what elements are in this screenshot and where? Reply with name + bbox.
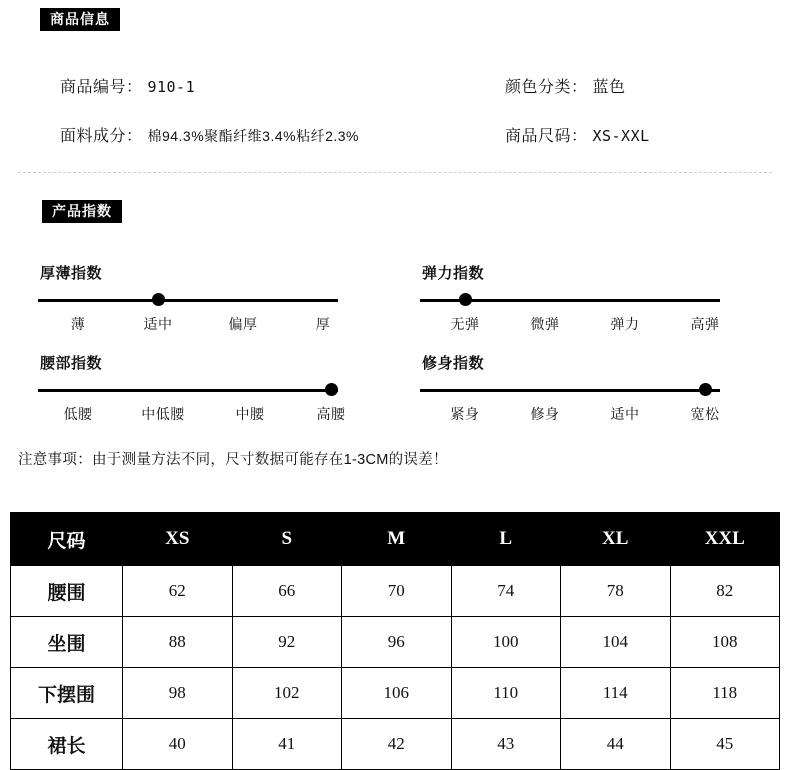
slider-thumb[interactable] — [459, 293, 472, 306]
table-cell: 106 — [342, 668, 452, 719]
table-header-cell: XXL — [670, 513, 780, 566]
index-elasticity-slider[interactable] — [420, 293, 740, 307]
section-header-product-info: 商品信息 — [40, 8, 120, 31]
index-waist-option-1[interactable]: 中低腰 — [141, 406, 185, 422]
index-fit-option-1[interactable]: 修身 — [530, 406, 560, 422]
index-fit-option-2[interactable]: 适中 — [610, 406, 640, 422]
table-header-cell: S — [232, 513, 342, 566]
table-row — [11, 668, 780, 719]
index-fit-slider[interactable] — [420, 383, 740, 397]
index-waist-option-2[interactable]: 中腰 — [235, 406, 265, 422]
table-header-cell: M — [342, 513, 452, 566]
table-cell: 62 — [123, 566, 233, 617]
slider-thumb[interactable] — [325, 383, 338, 396]
table-header-row — [11, 513, 780, 566]
table-header-cell: XS — [123, 513, 233, 566]
table-row-label: 坐围 — [11, 617, 123, 668]
product-size-label: 商品尺码： — [505, 128, 588, 145]
index-elasticity-option-3[interactable]: 高弹 — [690, 316, 720, 332]
index-elasticity-option-2[interactable]: 弹力 — [610, 316, 640, 332]
product-fabric-label: 面料成分： — [60, 128, 143, 145]
index-thickness-labels — [38, 314, 338, 336]
table-cell: 88 — [123, 617, 233, 668]
table-row-label: 裙长 — [11, 719, 123, 770]
index-fit — [420, 352, 740, 426]
index-thickness-option-0[interactable]: 薄 — [70, 316, 86, 332]
section-header-product-index: 产品指数 — [42, 200, 122, 223]
section-divider — [18, 172, 772, 173]
slider-track — [420, 389, 720, 392]
product-fabric-value: 棉94.3%聚酯纤维3.4%粘纤2.3% — [147, 128, 359, 144]
product-color-label: 颜色分类： — [505, 79, 588, 96]
table-row — [11, 566, 780, 617]
table-cell: 66 — [232, 566, 342, 617]
table-cell: 45 — [670, 719, 780, 770]
table-row-label: 腰围 — [11, 566, 123, 617]
index-thickness-title: 厚薄指数 — [40, 265, 103, 282]
index-fit-labels — [420, 404, 720, 426]
table-cell: 98 — [123, 668, 233, 719]
product-code-row — [60, 74, 195, 97]
product-size-row — [505, 123, 650, 146]
index-waist — [38, 352, 358, 426]
index-elasticity-labels — [420, 314, 720, 336]
table-cell: 104 — [561, 617, 671, 668]
index-fit-option-0[interactable]: 紧身 — [450, 406, 480, 422]
index-thickness-option-1[interactable]: 适中 — [143, 316, 173, 332]
table-cell: 92 — [232, 617, 342, 668]
table-cell: 102 — [232, 668, 342, 719]
index-fit-option-3[interactable]: 宽松 — [690, 406, 720, 422]
index-thickness-option-2[interactable]: 偏厚 — [228, 316, 258, 332]
measurement-note: 注意事项：由于测量方法不同，尺寸数据可能存在1-3CM的误差！ — [18, 452, 448, 468]
index-elasticity — [420, 262, 740, 336]
table-row — [11, 617, 780, 668]
table-cell: 74 — [451, 566, 561, 617]
table-row-label: 下摆围 — [11, 668, 123, 719]
table-cell: 40 — [123, 719, 233, 770]
table-cell: 118 — [670, 668, 780, 719]
slider-thumb[interactable] — [699, 383, 712, 396]
product-color-value: 蓝色 — [592, 79, 626, 96]
table-cell: 43 — [451, 719, 561, 770]
index-elasticity-option-0[interactable]: 无弹 — [450, 316, 480, 332]
index-fit-title: 修身指数 — [422, 355, 485, 372]
table-cell: 44 — [561, 719, 671, 770]
index-thickness-option-3[interactable]: 厚 — [315, 316, 331, 332]
index-waist-slider[interactable] — [38, 383, 358, 397]
table-row — [11, 719, 780, 770]
product-fabric-row — [60, 123, 359, 146]
index-elasticity-title: 弹力指数 — [422, 265, 485, 282]
product-code-label: 商品编号： — [60, 79, 143, 96]
table-cell: 108 — [670, 617, 780, 668]
table-cell: 42 — [342, 719, 452, 770]
index-thickness — [38, 262, 358, 336]
product-code-value: 910-1 — [147, 78, 196, 96]
slider-track — [38, 299, 338, 302]
slider-thumb[interactable] — [152, 293, 165, 306]
slider-track — [38, 389, 338, 392]
table-cell: 70 — [342, 566, 452, 617]
table-cell: 110 — [451, 668, 561, 719]
size-chart-table — [10, 512, 780, 770]
table-cell: 78 — [561, 566, 671, 617]
table-cell: 114 — [561, 668, 671, 719]
table-header-cell: XL — [561, 513, 671, 566]
table-cell: 82 — [670, 566, 780, 617]
index-waist-labels — [38, 404, 346, 426]
table-cell: 100 — [451, 617, 561, 668]
index-waist-option-3[interactable]: 高腰 — [316, 406, 346, 422]
table-cell: 41 — [232, 719, 342, 770]
product-color-row — [505, 74, 625, 97]
index-waist-title: 腰部指数 — [40, 355, 103, 372]
table-header-cell: L — [451, 513, 561, 566]
index-waist-option-0[interactable]: 低腰 — [63, 406, 93, 422]
table-header-cell: 尺码 — [11, 513, 123, 566]
product-size-value: XS-XXL — [592, 127, 650, 145]
index-thickness-slider[interactable] — [38, 293, 358, 307]
table-cell: 96 — [342, 617, 452, 668]
index-elasticity-option-1[interactable]: 微弹 — [530, 316, 560, 332]
